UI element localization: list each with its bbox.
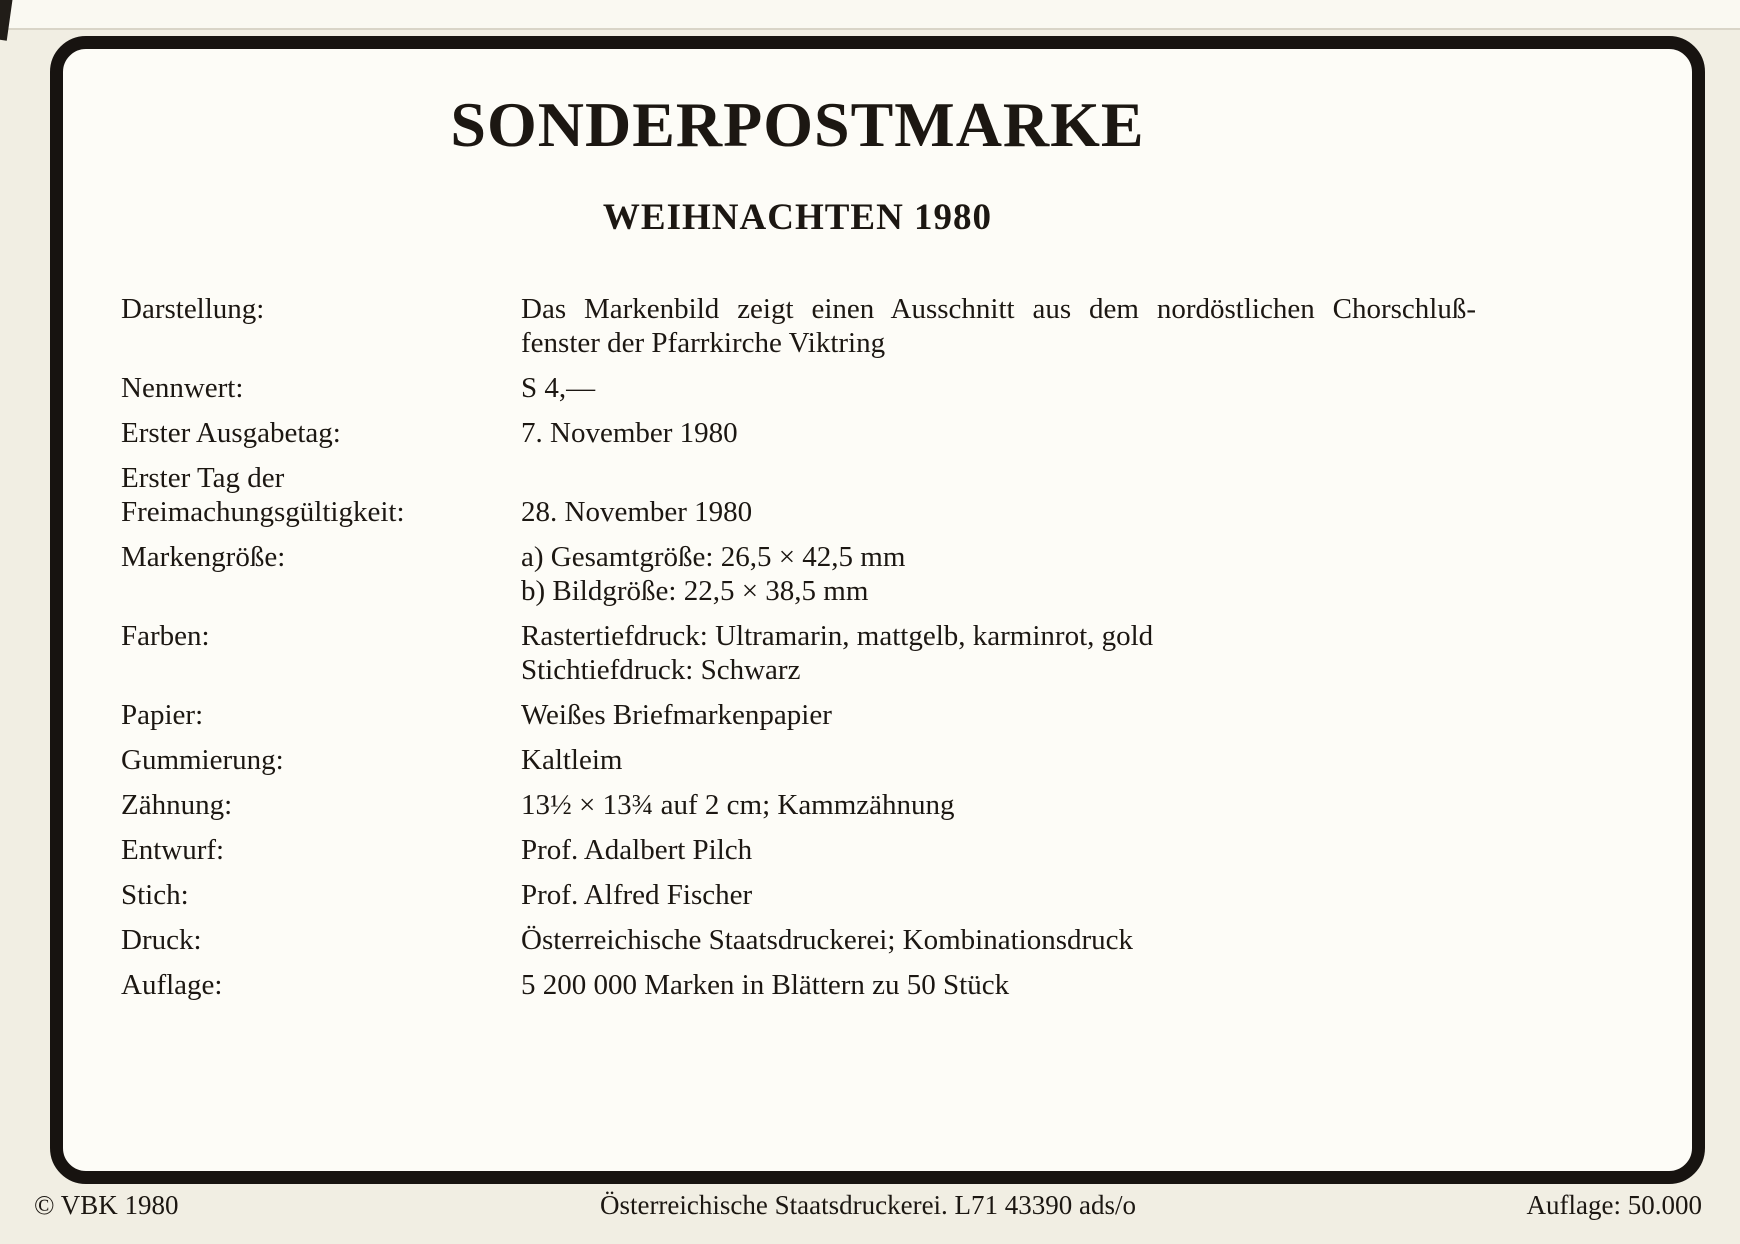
spec-label-line: Nennwert:	[121, 372, 244, 404]
spec-label	[121, 743, 521, 777]
spec-value	[521, 923, 1476, 957]
spec-label-line: Druck:	[121, 924, 202, 956]
spec-row	[121, 923, 1474, 957]
spec-row	[121, 416, 1474, 450]
scan-edge-strip	[0, 0, 1740, 30]
spec-row	[121, 371, 1474, 405]
spec-label-line: Stich:	[121, 879, 189, 911]
spec-value-line: Rastertiefdruck: Ultramarin, mattgelb, karminrot, gold	[521, 620, 1154, 652]
spec-label-line: Darstellung:	[121, 293, 265, 325]
spec-row	[121, 743, 1474, 777]
spec-value-line: S 4,—	[521, 372, 596, 404]
spec-value-line: 28. November 1980	[521, 496, 753, 528]
spec-label	[121, 923, 521, 957]
spec-value	[521, 833, 1476, 867]
spec-value	[521, 698, 1476, 732]
spec-label-line: Erster Ausgabetag:	[121, 417, 341, 449]
spec-row	[121, 619, 1474, 687]
spec-row	[121, 540, 1474, 608]
copyright-note: © VBK 1980	[34, 1190, 179, 1220]
imprint-footer	[0, 1190, 1740, 1220]
spec-value-line: Prof. Adalbert Pilch	[521, 834, 753, 866]
spec-row	[121, 461, 1474, 529]
page-subtitle: WEIHNACHTEN 1980	[602, 197, 993, 238]
spec-label-line: Auflage:	[121, 969, 223, 1001]
spec-row	[121, 788, 1474, 822]
spec-label	[121, 461, 521, 529]
print-run-note: Auflage: 50.000	[1526, 1190, 1702, 1220]
info-card-frame	[50, 36, 1705, 1184]
spec-row	[121, 698, 1474, 732]
spec-value	[521, 371, 1476, 405]
spec-label	[121, 371, 521, 405]
spec-label	[121, 833, 521, 867]
spec-label-line: Erster Tag der	[121, 462, 285, 494]
spec-label	[121, 878, 521, 912]
spec-row	[121, 292, 1474, 360]
spec-label	[121, 619, 521, 653]
spec-label-line: Farben:	[121, 620, 210, 652]
spec-value-line: b) Bildgröße: 22,5 × 38,5 mm	[521, 575, 869, 607]
spec-value-line: Weißes Briefmarkenpapier	[521, 699, 832, 731]
printer-imprint: Österreichische Staatsdruckerei. L71 43390 ads/o	[599, 1190, 1137, 1220]
spec-value-line: Stichtiefdruck: Schwarz	[521, 654, 801, 686]
page-title: SONDERPOSTMARKE	[450, 89, 1145, 160]
spec-value-line: fenster der Pfarrkirche Viktring	[521, 327, 886, 359]
spec-value-line: 13½ × 13¾ auf 2 cm; Kammzähnung	[521, 789, 955, 821]
spec-value-line: Das Markenbild zeigt einen Ausschnitt aus dem nordöstlichen Chorschluß-	[521, 293, 1476, 325]
spec-row	[121, 833, 1474, 867]
spec-label	[121, 292, 521, 326]
spec-label-line: Zähnung:	[121, 789, 233, 821]
spec-value	[521, 968, 1476, 1002]
spec-label-line: Entwurf:	[121, 834, 225, 866]
spec-label	[121, 416, 521, 450]
spec-label-line: Gummierung:	[121, 744, 284, 776]
spec-value-line: Österreichische Staatsdruckerei; Kombinationsdruck	[521, 924, 1134, 956]
spec-row	[121, 878, 1474, 912]
spec-label	[121, 968, 521, 1002]
spec-value	[521, 619, 1476, 687]
spec-value	[521, 788, 1476, 822]
spec-value	[521, 540, 1476, 608]
spec-label-line: Markengröße:	[121, 541, 286, 573]
spec-label-line: Freimachungsgültigkeit:	[121, 496, 405, 528]
spec-value	[521, 878, 1476, 912]
spec-value-line: Prof. Alfred Fischer	[521, 879, 753, 911]
spec-label	[121, 698, 521, 732]
spec-value	[521, 743, 1476, 777]
spec-value-line: 5 200 000 Marken in Blättern zu 50 Stück	[521, 969, 1010, 1001]
spec-value-line: Kaltleim	[521, 744, 623, 776]
spec-label	[121, 540, 521, 574]
spec-value	[521, 416, 1476, 450]
card-content	[63, 49, 1692, 1002]
spec-value-line: a) Gesamtgröße: 26,5 × 42,5 mm	[521, 541, 906, 573]
spec-label-line: Papier:	[121, 699, 204, 731]
spec-label	[121, 788, 521, 822]
spec-row	[121, 968, 1474, 1002]
spec-value-line: 7. November 1980	[521, 417, 738, 449]
spec-value	[521, 495, 1476, 529]
spec-rows	[121, 292, 1474, 1002]
spec-value	[521, 292, 1476, 360]
